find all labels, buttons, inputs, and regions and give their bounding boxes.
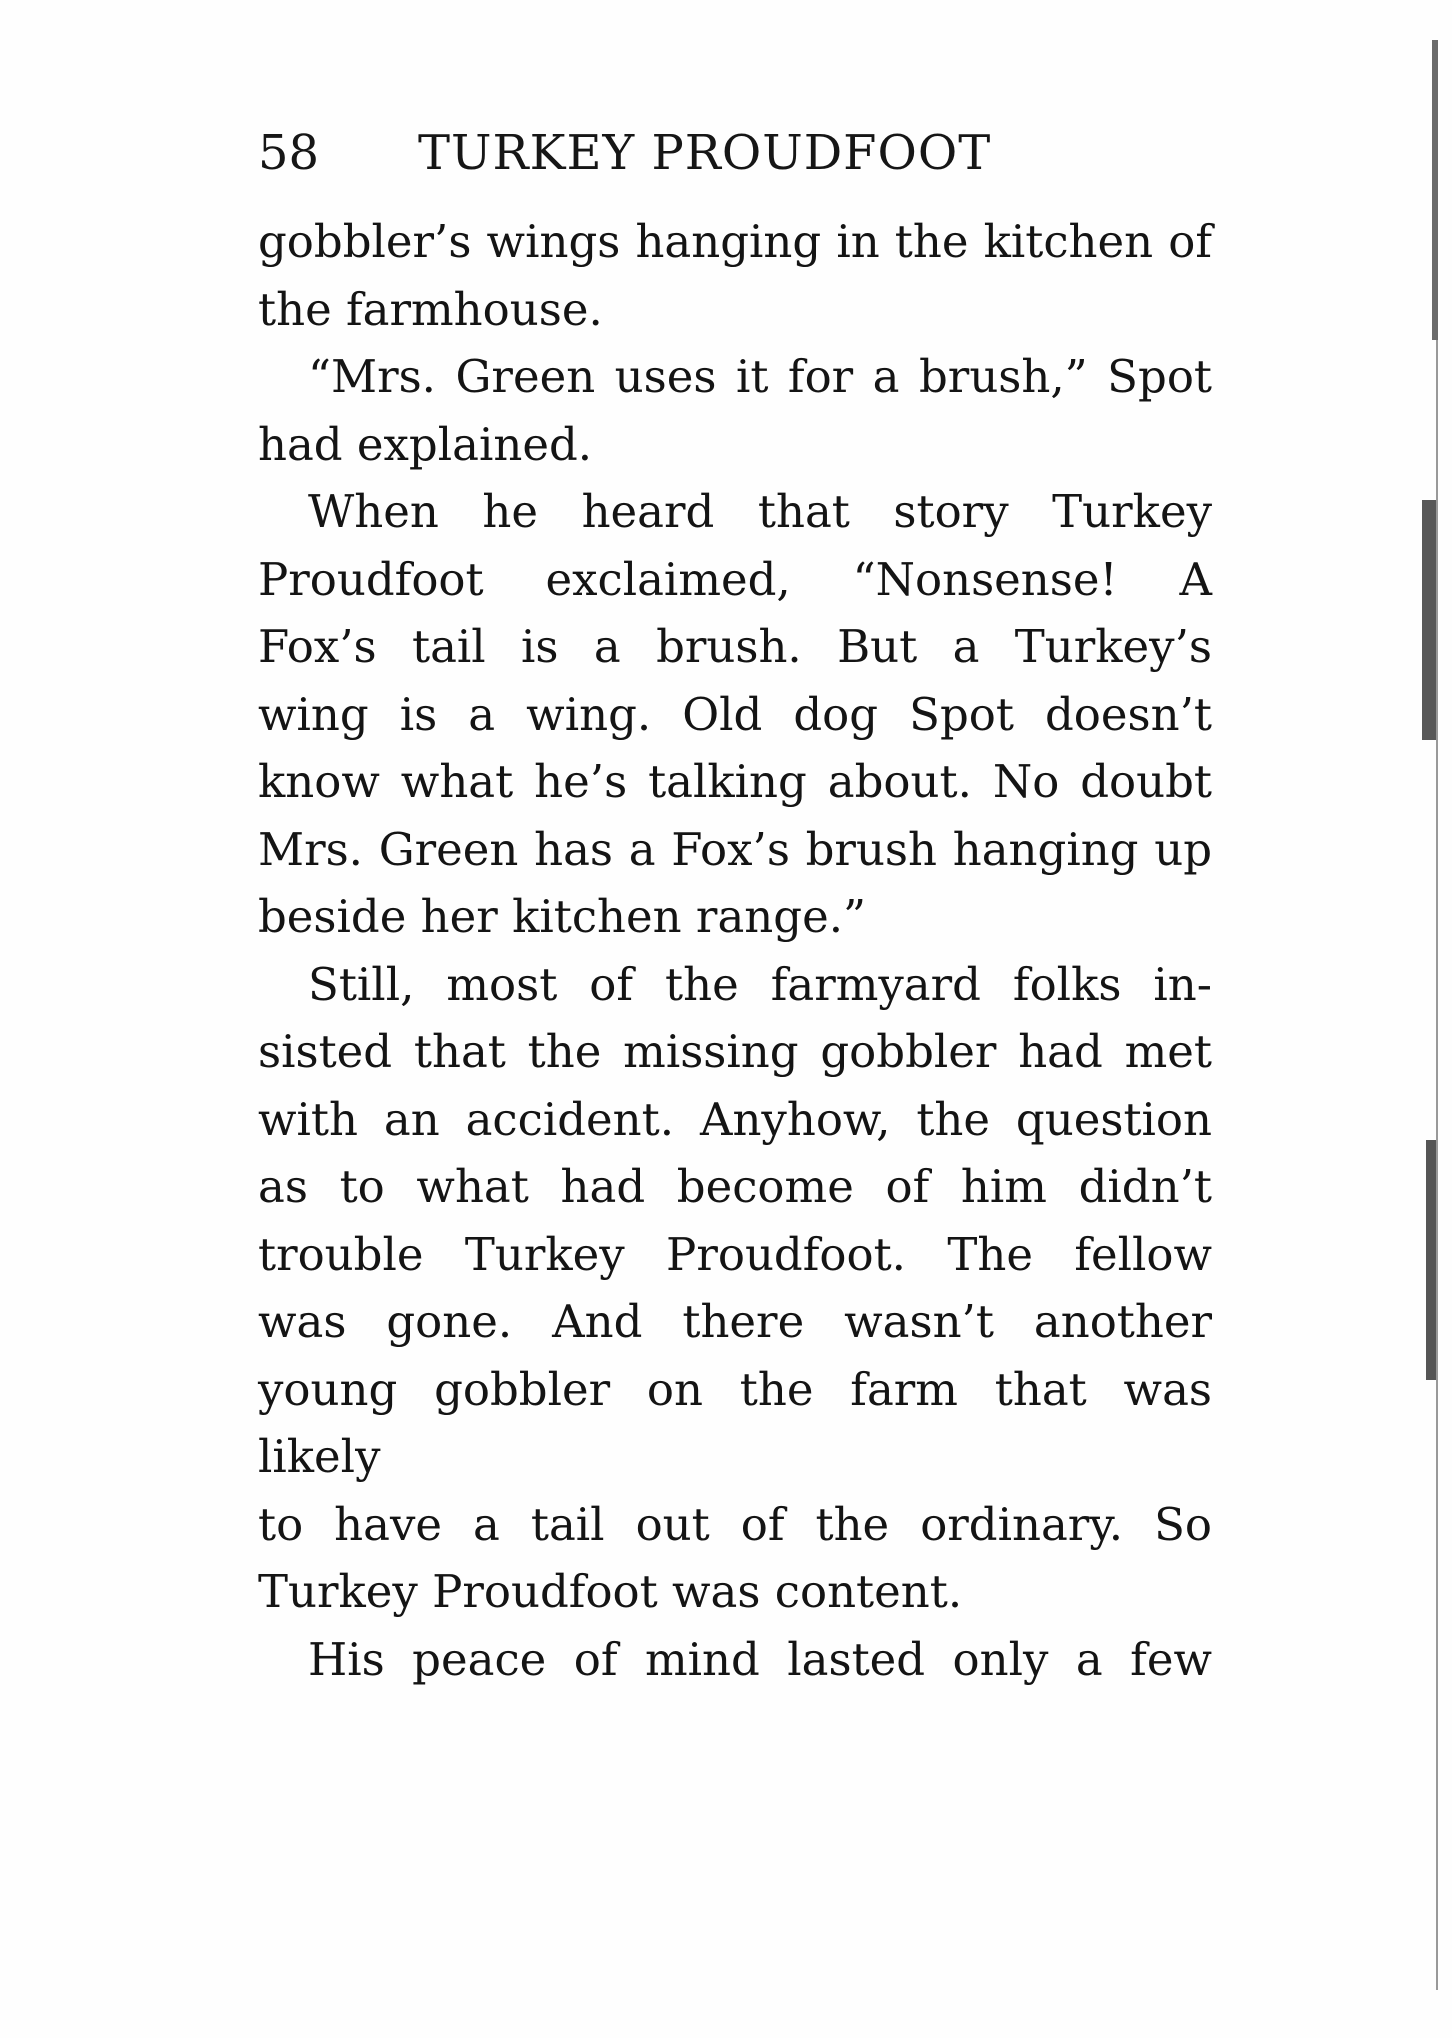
text-line: to have a tail out of the ordinary. So (258, 1497, 1212, 1551)
text-line: His peace of mind lasted only a few (308, 1632, 1212, 1686)
page-number: 58 (258, 125, 320, 181)
text-line: When he heard that story Turkey (308, 485, 1212, 538)
text-line: Still, most of the farmyard folks in- (308, 957, 1212, 1011)
scan-edge-shadow (1392, 0, 1452, 2038)
text-line: Turkey Proudfoot was content. (258, 1565, 963, 1618)
text-line: young gobbler on the farm that was likely (258, 1362, 1212, 1483)
text-line: Proudfoot exclaimed, “Nonsense! A (258, 552, 1212, 606)
text-line: trouble Turkey Proudfoot. The fellow (258, 1227, 1212, 1281)
text-line: gobbler’s wings hanging in the kitchen of (258, 215, 1212, 268)
text-line: the farmhouse. (258, 282, 603, 336)
running-title: TURKEY PROUDFOOT (418, 125, 992, 181)
text-line: “Mrs. Green uses it for a brush,” Spot (308, 350, 1212, 403)
text-line: beside her kitchen range.” (258, 890, 867, 943)
text-line: Mrs. Green has a Fox’s brush hanging up (258, 822, 1212, 876)
text-line: with an accident. Anyhow, the question (258, 1092, 1212, 1146)
text-line: as to what had become of him didn’t (258, 1160, 1212, 1213)
text-line: know what he’s talking about. No doubt (258, 755, 1212, 808)
text-line: had explained. (258, 417, 593, 471)
text-line: wing is a wing. Old dog Spot doesn’t (258, 687, 1212, 741)
running-header (258, 118, 1218, 188)
text-line: was gone. And there wasn’t another (258, 1295, 1212, 1348)
text-line: sisted that the missing gobbler had met (258, 1025, 1212, 1078)
body-text (258, 208, 1212, 1693)
text-line: Fox’s tail is a brush. But a Turkey’s (258, 620, 1212, 673)
